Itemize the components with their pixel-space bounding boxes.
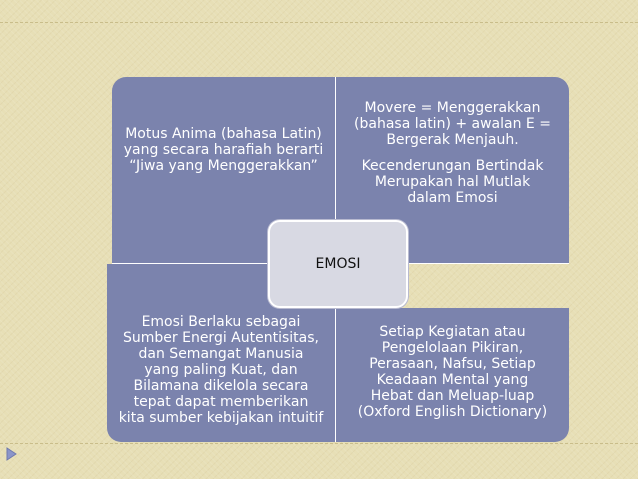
- top-divider-line: [0, 22, 638, 23]
- center-label: EMOSI: [315, 256, 361, 272]
- quadrant-top-right-text-1: Movere = Menggerakkan (bahasa latin) + awalan E = Bergerak Menjauh.: [354, 100, 551, 148]
- quadrant-bottom-right: [336, 308, 569, 442]
- center-box: [268, 220, 408, 308]
- bottom-divider-line: [0, 443, 638, 444]
- quadrant-top-right-text-2: Kecenderungan Bertindak Merupakan hal Mutlak dalam Emosi: [361, 158, 544, 206]
- bullet-arrow-icon: [4, 447, 18, 461]
- quadrant-top-left-text: Motus Anima (bahasa Latin) yang secara harafiah berarti “Jiwa yang Menggerakkan”: [123, 126, 324, 174]
- quadrant-bottom-right-text: Setiap Kegiatan atau Pengelolaan Pikiran, Perasaan, Nafsu, Setiap Keadaan Mental yang Hebat dan Meluap-luap (Oxford English Dictionary): [357, 324, 548, 420]
- quadrant-bottom-left-text: Emosi Berlaku sebagai Sumber Energi Autentisitas, dan Semangat Manusia yang paling Kuat, dan Bilamana dikelola secara tepat dapat memberikan kita sumber kebijakan intuitif: [118, 314, 324, 426]
